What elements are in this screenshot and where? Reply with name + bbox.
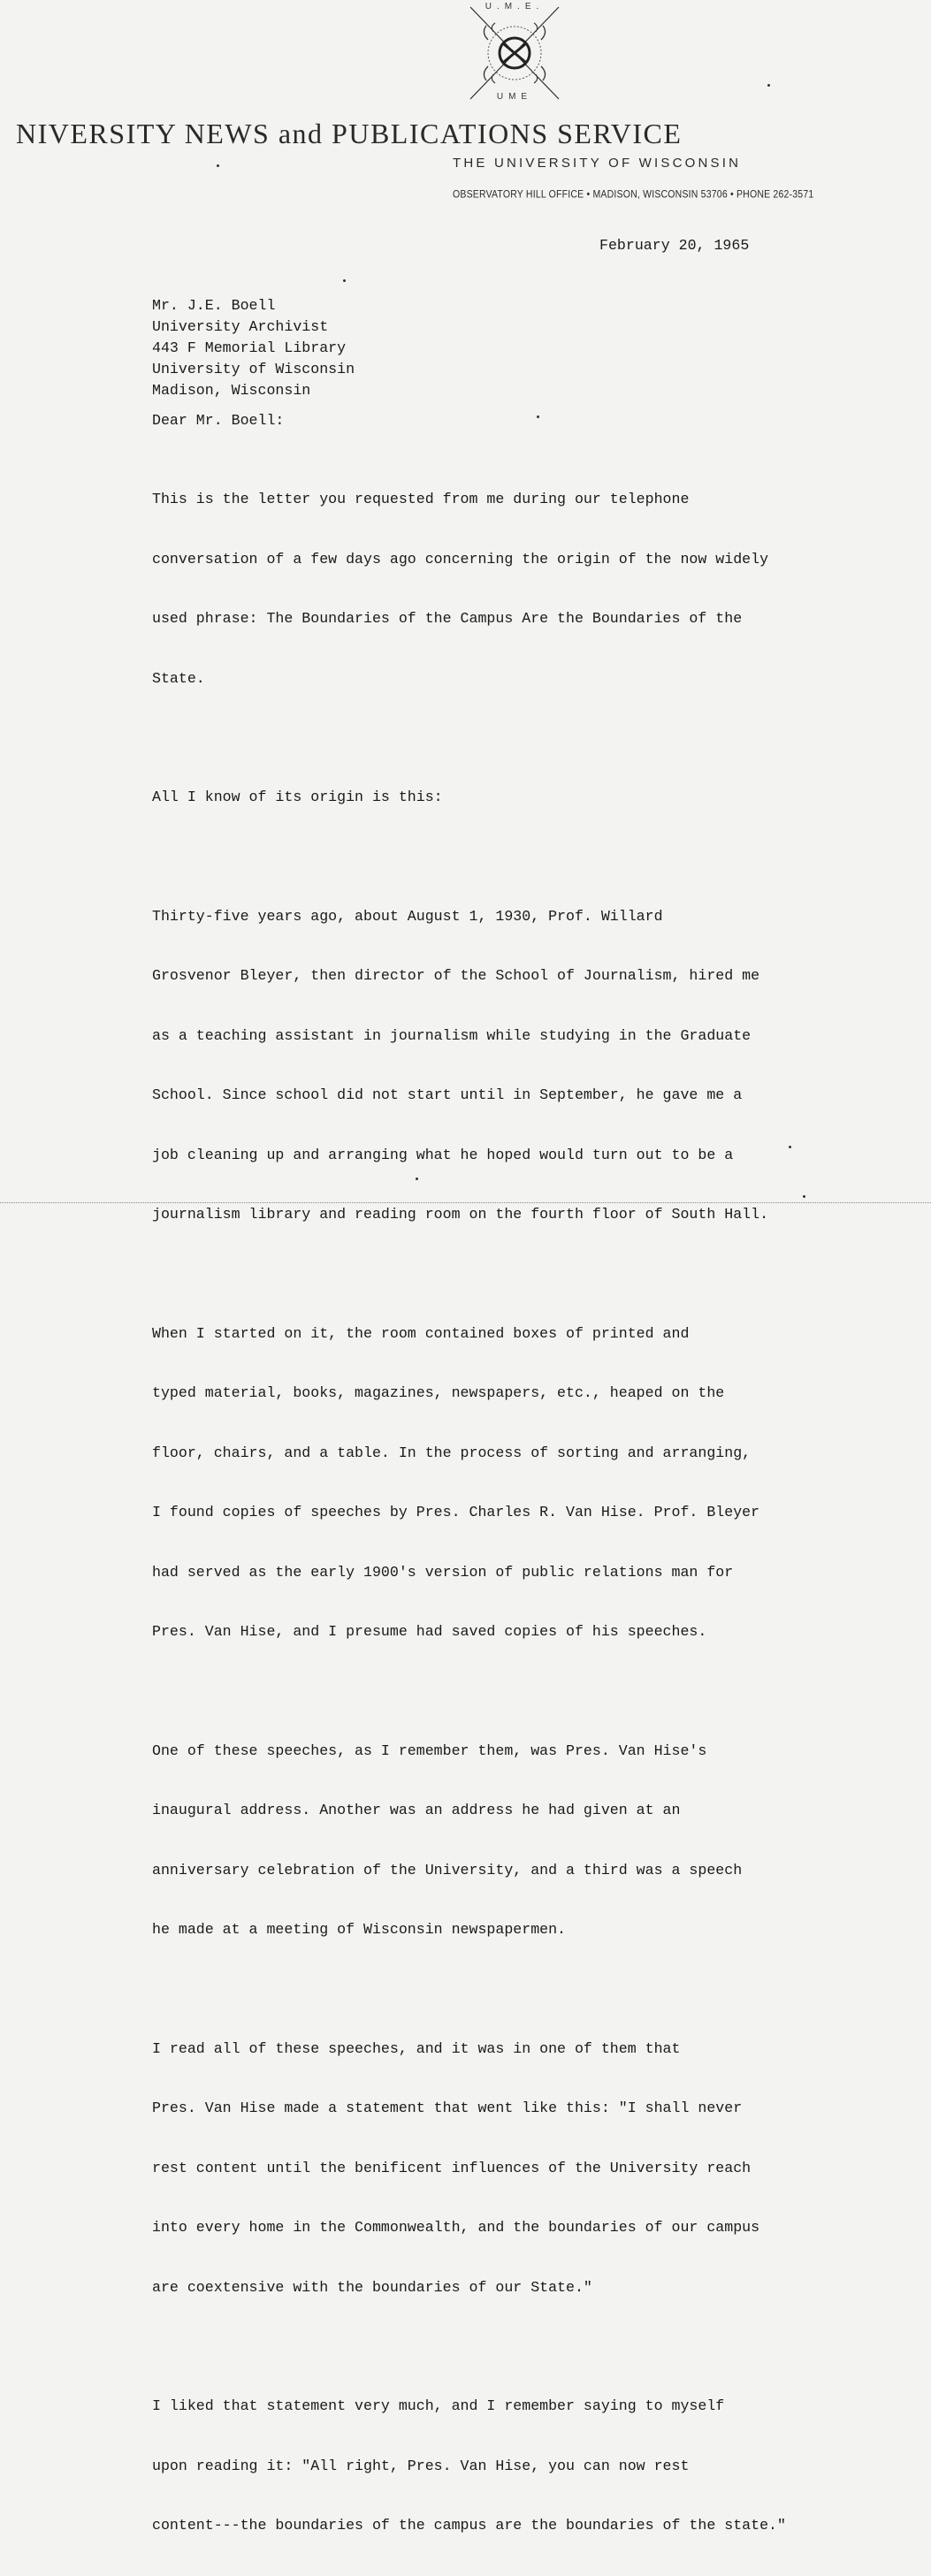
letterhead-title: NIVERSITY NEWS and PUBLICATIONS SERVICE	[16, 118, 683, 149]
body-line: I found copies of speeches by Pres. Charles R. Van Hise. Prof. Bleyer	[152, 1504, 760, 1520]
body-line: One of these speeches, as I remember them, was Pres. Van Hise's	[152, 1741, 707, 1759]
body-line: I read all of these speeches, and it was in one of them that	[152, 2039, 681, 2057]
body-line: typed material, books, magazines, newspapers, etc., heaped on the	[152, 1384, 725, 1401]
seal-bottom-text: UME	[496, 92, 533, 102]
body-line: journalism library and reading room on the fourth floor of South Hall.	[152, 1206, 769, 1223]
recipient-line: University Archivist	[152, 318, 329, 335]
body-line: are coextensive with the boundaries of our State."	[152, 2278, 592, 2296]
paragraph	[152, 867, 859, 1265]
body-line: inaugural address. Another was an address he had given at an	[152, 1802, 681, 1818]
body-line: State.	[152, 669, 205, 687]
letterhead-address: OBSERVATORY HILL OFFICE • MADISON, WISCONSIN 53706 • PHONE 262-3571	[453, 188, 814, 201]
speck	[789, 1146, 791, 1148]
speck	[537, 415, 539, 418]
body-line: used phrase: The Boundaries of the Campus Are the Boundaries of the	[152, 610, 743, 627]
speck	[767, 84, 770, 87]
paragraph	[152, 1284, 859, 1682]
recipient-line: Madison, Wisconsin	[152, 382, 311, 399]
body-line: into every home in the Commonwealth, and the boundaries of our campus	[152, 2219, 760, 2236]
speck	[343, 279, 346, 282]
body-line: Grosvenor Bleyer, then director of the School of Journalism, hired me	[152, 967, 760, 984]
body-line: I liked that statement very much, and I remember saying to myself	[152, 2397, 725, 2414]
seal-top-text: U.M.E.	[485, 2, 545, 11]
body-line: he made at a meeting of Wisconsin newspapermen.	[152, 1921, 567, 1938]
body-line: content---the boundaries of the campus are the boundaries of the state."	[152, 2517, 786, 2534]
body-line: All I know of its origin is this:	[152, 789, 443, 805]
body-line: When I started on it, the room contained boxes of printed and	[152, 1324, 690, 1342]
body-line: upon reading it: "All right, Pres. Van Hise, you can now rest	[152, 2457, 690, 2474]
recipient-line: Mr. J.E. Boell	[152, 297, 276, 314]
paragraph	[152, 2357, 859, 2576]
recipient-line: 443 F Memorial Library	[152, 339, 347, 356]
recipient-address-block	[152, 295, 355, 401]
body-line: Pres. Van Hise made a statement that went like this: "I shall never	[152, 2100, 743, 2116]
body-line: conversation of a few days ago concerning the origin of the now widely	[152, 550, 769, 568]
body-line: job cleaning up and arranging what he hoped would turn out to be a	[152, 1146, 734, 1163]
paragraph	[152, 2000, 859, 2338]
body-line: floor, chairs, and a table. In the process of sorting and arranging,	[152, 1444, 752, 1461]
body-line: rest content until the benificent influences of the University reach	[152, 2159, 752, 2176]
body-line: as a teaching assistant in journalism while studying in the Graduate	[152, 1026, 752, 1044]
body-line: This is the letter you requested from me during our telephone	[152, 491, 690, 507]
speck	[217, 164, 219, 167]
university-seal	[453, 0, 576, 108]
body-line: School. Since school did not start until in September, he gave me a	[152, 1086, 743, 1103]
paragraph	[152, 1702, 859, 1980]
body-line: anniversary celebration of the University, and a third was a speech	[152, 1861, 743, 1879]
letter-date: February 20, 1965	[599, 237, 750, 254]
paragraph	[152, 450, 859, 728]
recipient-line: University of Wisconsin	[152, 361, 355, 377]
body-line: had served as the early 1900's version of public relations man for	[152, 1563, 734, 1581]
body-line: Thirty-five years ago, about August 1, 1930, Prof. Willard	[152, 907, 663, 925]
speck	[416, 1177, 418, 1180]
letter-body	[152, 450, 859, 2576]
letterhead-subtitle: THE UNIVERSITY OF WISCONSIN	[453, 156, 742, 171]
bottom-edge	[0, 1202, 931, 1204]
salutation: Dear Mr. Boell:	[152, 412, 285, 429]
paragraph	[152, 748, 859, 848]
speck	[803, 1195, 805, 1198]
body-line: Pres. Van Hise, and I presume had saved copies of his speeches.	[152, 1623, 707, 1640]
